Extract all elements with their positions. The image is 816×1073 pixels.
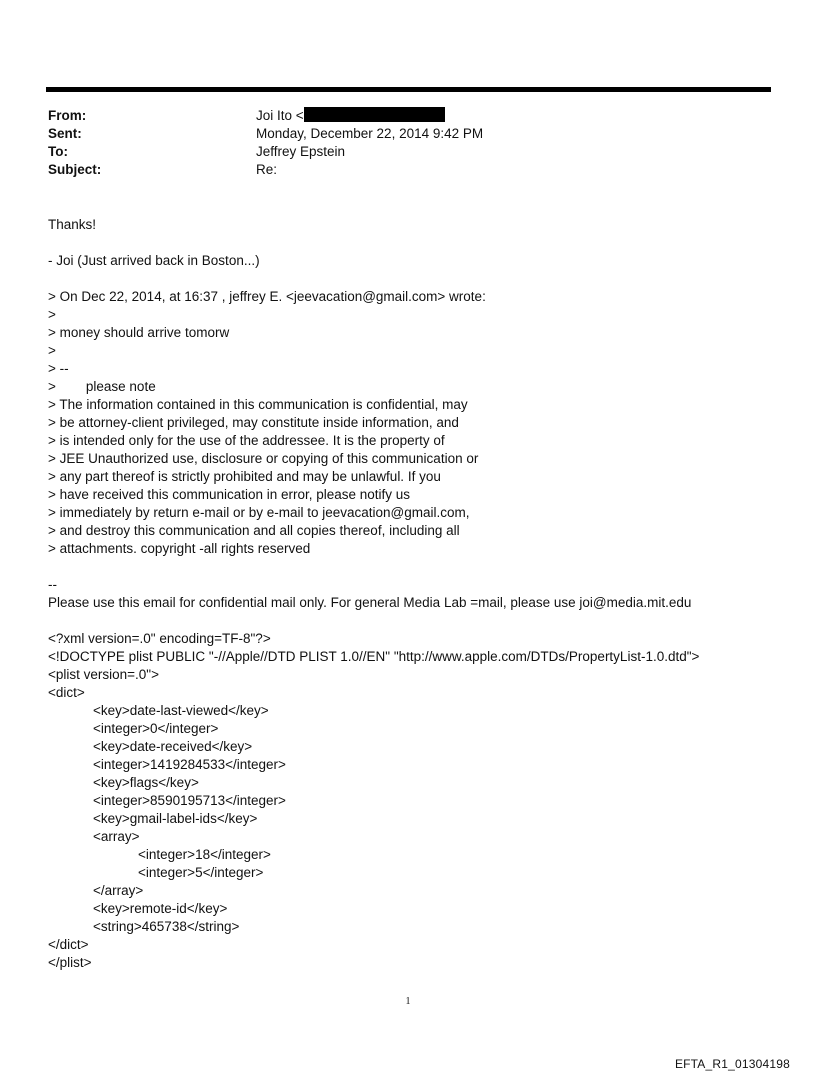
plist-line: </dict> — [48, 937, 89, 952]
quoted-line: > money should arrive tomorw — [48, 325, 230, 340]
quoted-line: > and destroy this communication and all copies thereof, including all — [48, 523, 460, 538]
quoted-line: > be attorney-client privileged, may constitute inside information, and — [48, 415, 459, 430]
plist-line: <key>date-last-viewed</key> — [48, 703, 269, 718]
plist-line: <key>date-received</key> — [48, 739, 253, 754]
to-row — [48, 143, 483, 161]
quoted-line: > -- — [48, 361, 69, 376]
greeting: Thanks! — [48, 217, 97, 232]
quoted-line: > any part thereof is strictly prohibited and may be unlawful. If you — [48, 469, 441, 484]
quoted-line: > — [48, 343, 56, 358]
quoted-line: > JEE Unauthorized use, disclosure or copying of this communication or — [48, 451, 479, 466]
subject-row — [48, 161, 483, 179]
header-rule — [46, 87, 771, 92]
to-label: To: — [48, 144, 68, 159]
plist-line: </array> — [48, 883, 144, 898]
from-value — [256, 107, 445, 125]
quoted-line: > immediately by return e-mail or by e-mail to jeevacation@gmail.com, — [48, 505, 470, 520]
plist-line: <key>flags</key> — [48, 775, 199, 790]
plist-line: <key>gmail-label-ids</key> — [48, 811, 258, 826]
redaction-box — [304, 107, 445, 122]
signature-text: Please use this email for confidential mail only. For general Media Lab =mail, please use joi@media.mit.edu — [48, 595, 692, 610]
quoted-line: > is intended only for the use of the addressee. It is the property of — [48, 433, 445, 448]
quoted-line: > — [48, 307, 56, 322]
plist-line: <dict> — [48, 685, 85, 700]
to-value: Jeffrey Epstein — [256, 144, 346, 159]
plist-line: <plist version=.0"> — [48, 667, 159, 682]
page-number: 1 — [405, 996, 411, 1007]
plist-line: <integer>8590195713</integer> — [48, 793, 286, 808]
quoted-line: > have received this communication in error, please notify us — [48, 487, 411, 502]
plist-line: <?xml version=.0" encoding=TF-8"?> — [48, 631, 271, 646]
plist-line: <string>465738</string> — [48, 919, 240, 934]
plist-line: </plist> — [48, 955, 92, 970]
quoted-line: > On Dec 22, 2014, at 16:37 , jeffrey E. <jeevacation@gmail.com> wrote: — [48, 289, 486, 304]
signature-separator: -- — [48, 577, 57, 592]
subject-label: Subject: — [48, 162, 102, 177]
signoff: - Joi (Just arrived back in Boston...) — [48, 253, 260, 268]
from-row — [48, 107, 483, 125]
from-name: Joi Ito < — [256, 108, 304, 123]
document-id: EFTA_R1_01304198 — [674, 1057, 790, 1071]
sent-label: Sent: — [48, 126, 82, 141]
plist-line: <integer>1419284533</integer> — [48, 757, 286, 772]
sent-value: Monday, December 22, 2014 9:42 PM — [256, 126, 484, 141]
plist-line: <integer>5</integer> — [48, 865, 264, 880]
plist-line: <integer>18</integer> — [48, 847, 271, 862]
sent-row — [48, 125, 483, 143]
subject-value: Re: — [256, 162, 278, 177]
plist-line: <!DOCTYPE plist PUBLIC "-//Apple//DTD PLIST 1.0//EN" "http://www.apple.com/DTDs/PropertyList-1.0.dtd"> — [48, 649, 700, 664]
plist-line: <array> — [48, 829, 140, 844]
quoted-line: > The information contained in this communication is confidential, may — [48, 397, 468, 412]
from-label: From: — [48, 108, 87, 123]
plist-line: <integer>0</integer> — [48, 721, 219, 736]
quoted-line: > please note — [48, 379, 156, 394]
plist-block — [48, 630, 788, 972]
plist-line: <key>remote-id</key> — [48, 901, 228, 916]
quoted-message — [48, 288, 788, 558]
email-body — [48, 216, 788, 972]
email-header — [48, 107, 483, 179]
quoted-line: > attachments. copyright -all rights reserved — [48, 541, 311, 556]
